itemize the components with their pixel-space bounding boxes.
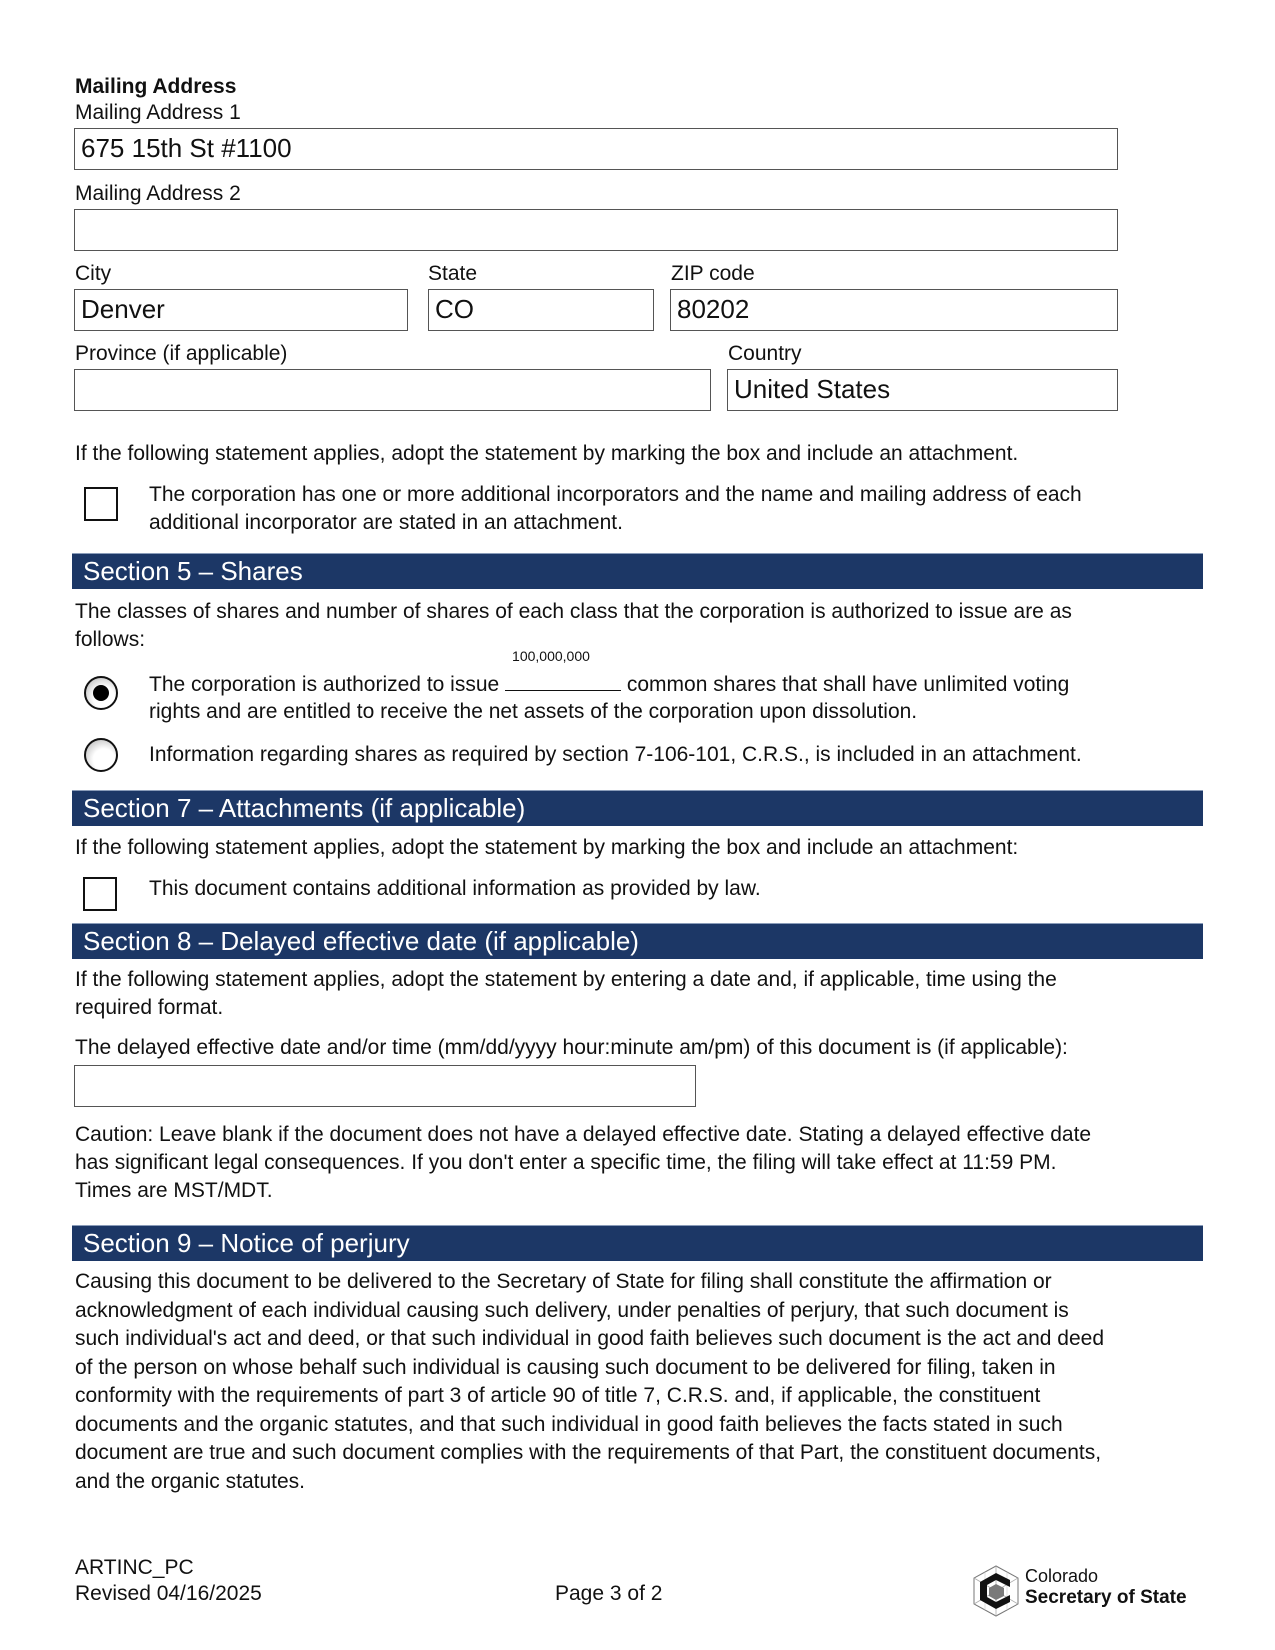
province-label: Province (if applicable) (75, 342, 288, 365)
mailing-address-2-label: Mailing Address 2 (75, 182, 241, 205)
perjury-notice-line: acknowledgment of each individual causing such delivery, under penalties of perjury, that such document is (75, 1298, 1069, 1322)
mailing-address-1-label: Mailing Address 1 (75, 101, 241, 124)
shares-option-attachment-radio[interactable] (84, 738, 118, 772)
additional-incorporators-checkbox[interactable] (84, 487, 118, 521)
caution-line3: Times are MST/MDT. (75, 1179, 273, 1202)
perjury-notice-line: Causing this document to be delivered to the Secretary of State for filing shall constitute the affirmation or (75, 1270, 1052, 1293)
shares-option-common-line2: rights and are entitled to receive the net assets of the corporation upon dissolution. (149, 700, 918, 723)
section-8-title: Section 8 – Delayed effective date (if applicable) (83, 926, 639, 956)
perjury-notice-line: document are true and such document complies with the requirements of that Part, the constituent documents, (75, 1441, 1102, 1464)
caution-line1: Caution: Leave blank if the document does not have a delayed effective date. Stating a delayed effective date (75, 1123, 1092, 1146)
page-number: Page 3 of 2 (555, 1582, 663, 1605)
section-7-title: Section 7 – Attachments (if applicable) (83, 793, 526, 823)
additional-information-text: This document contains additional information as provided by law. (149, 877, 761, 900)
shares-count-blank[interactable] (505, 648, 621, 691)
section-8-instruction-line1: If the following statement applies, adopt the statement by entering a date and, if applicable, time using the (75, 968, 1057, 991)
zip-code-field[interactable]: 80202 (670, 289, 1118, 331)
section-5-title: Section 5 – Shares (83, 556, 303, 586)
country-field[interactable]: United States (727, 369, 1118, 411)
colorado-sos-logo-icon (970, 1564, 1022, 1618)
section-5-header (72, 553, 1203, 589)
city-label: City (75, 262, 112, 285)
city-field[interactable]: Denver (74, 289, 408, 331)
province-field[interactable] (74, 369, 711, 411)
perjury-notice-line: of the person on whose behalf such individual is causing such document to be delivered for filing, taken in (75, 1355, 1056, 1379)
country-label: Country (728, 342, 802, 365)
section-7-instruction: If the following statement applies, adopt the statement by marking the box and include an attachment: (75, 836, 1019, 859)
incorporators-instruction: If the following statement applies, adopt the statement by marking the box and include an attachment. (75, 442, 1019, 465)
shares-option-common-line1 (149, 648, 1070, 699)
section-5-intro-line2: follows: (75, 628, 146, 651)
zip-code-label: ZIP code (671, 262, 755, 285)
section-8-header (72, 923, 1203, 959)
state-field[interactable]: CO (428, 289, 654, 331)
delayed-effective-date-field[interactable] (74, 1065, 696, 1107)
state-label: State (428, 262, 478, 285)
logo-text-colorado: Colorado (1025, 1566, 1099, 1586)
form-id: ARTINC_PC (75, 1556, 194, 1579)
perjury-notice-line: conformity with the requirements of part 3 of article 90 of title 7, C.R.S. and, if applicable, the constituent (75, 1384, 1041, 1407)
perjury-notice-line: and the organic statutes. (75, 1469, 305, 1493)
perjury-notice-line: documents and the organic statutes, and that such individual in good faith believes the facts stated in such (75, 1412, 1063, 1436)
logo-text-secretary-of-state: Secretary of State (1025, 1587, 1187, 1608)
perjury-notice-line: such individual's act and deed, or that such individual in good faith believes such document is the act and deed (75, 1327, 1105, 1350)
section-9-header (72, 1225, 1203, 1261)
section-8-instruction-line2: required format. (75, 996, 224, 1019)
mailing-address-1-field[interactable]: 675 15th St #1100 (74, 128, 1118, 170)
shares-count-value: 100,000,000 (512, 648, 590, 664)
additional-information-checkbox[interactable] (83, 877, 117, 911)
additional-incorporators-text-line1: The corporation has one or more additional incorporators and the name and mailing address of each (149, 483, 1082, 506)
caution-line2: has significant legal consequences. If you don't enter a specific time, the filing will take effect at 11:59 PM. (75, 1151, 1057, 1174)
delayed-effective-date-label: The delayed effective date and/or time (mm/dd/yyyy hour:minute am/pm) of this document is (if applicable): (75, 1036, 1068, 1059)
revised-date: Revised 04/16/2025 (75, 1582, 262, 1605)
section-9-title: Section 9 – Notice of perjury (83, 1228, 410, 1258)
section-5-intro-line1: The classes of shares and number of shares of each class that the corporation is authorized to issue are as (75, 600, 1072, 623)
shares-option-common-text-after: common shares that shall have unlimited voting (621, 673, 1070, 696)
shares-option-attachment-text: Information regarding shares as required by section 7-106-101, C.R.S., is included in an attachment. (149, 743, 1082, 766)
additional-incorporators-text-line2: additional incorporator are stated in an attachment. (149, 511, 623, 534)
mailing-address-2-field[interactable] (74, 209, 1118, 251)
shares-option-common-radio[interactable] (84, 676, 118, 710)
mailing-address-heading: Mailing Address (75, 75, 237, 98)
shares-option-common-text-before: The corporation is authorized to issue (149, 673, 506, 696)
section-7-header (72, 790, 1203, 826)
